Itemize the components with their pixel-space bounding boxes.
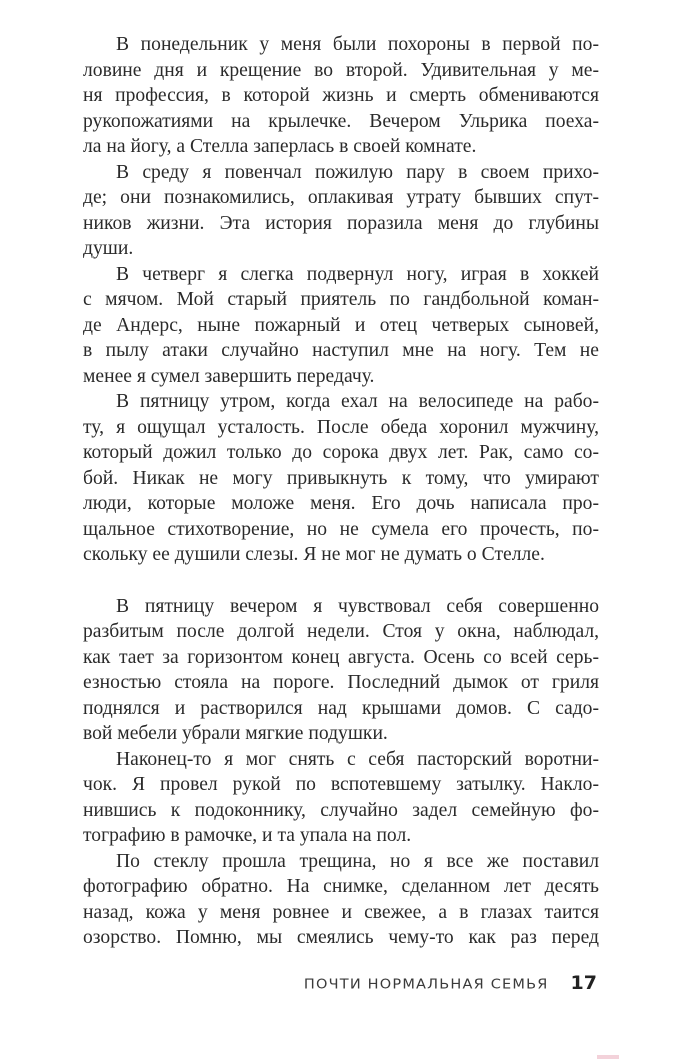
text-line: назад, кожа у меня ровнее и свежее, а в глазах таится — [83, 901, 599, 923]
text-line: менее я сумел завершить передачу. — [83, 365, 375, 387]
text-line: бой. Никак не могу привыкнуть к тому, что умирают — [83, 467, 599, 489]
text-line: скольку ее душили слезы. Я не мог не думать о Стелле. — [83, 544, 545, 565]
section-break — [83, 568, 599, 594]
text-line: ту, я ощущал усталость. После обеда хоронил мужчину, — [83, 416, 599, 438]
text-line: В среду я повенчал пожилую пару в своем прихо- — [116, 161, 599, 183]
text-line: щальное стихотворение, но не сумела его прочесть, по- — [83, 518, 599, 540]
page-number: 17 — [570, 972, 597, 994]
paragraph — [83, 594, 599, 747]
paragraph — [83, 389, 599, 568]
text-line: люди, которые моложе меня. Его дочь написала про- — [83, 493, 599, 514]
text-line: тографию в рамочке, и та упала на пол. — [83, 825, 412, 846]
text-line: ла на йогу, а Стелла заперлась в своей комнате. — [83, 136, 477, 157]
text-line: ников жизни. Эта история поразила меня до глубины — [83, 212, 599, 234]
text-line: поднялся и растворился над крышами домов. С садо- — [83, 697, 599, 719]
text-line: В пятницу утром, когда ехал на велосипеде на рабо- — [116, 391, 599, 412]
text-line: фотографию обратно. На снимке, сделанном лет десять — [83, 876, 599, 897]
text-line: езностью стояла на пороге. Последний дымок от гриля — [83, 672, 599, 693]
text-line: чок. Я провел рукой по вспотевшему затылку. Накло- — [83, 774, 599, 795]
text-line: В четверг я слегка подвернул ногу, играя в хоккей — [116, 263, 599, 285]
text-line: По стеклу прошла трещина, но я все же поставил — [116, 850, 599, 872]
text-line: ловине дня и крещение во второй. Удивительная у ме- — [83, 59, 599, 81]
text-line: с мячом. Мой старый приятель по гандбольной коман- — [83, 289, 599, 310]
text-line: В понедельник у меня были похороны в первой по- — [116, 34, 599, 55]
paragraph — [83, 160, 599, 262]
paragraph — [83, 262, 599, 390]
page-footer — [304, 972, 597, 994]
text-line: озорство. Помню, мы смеялись чему-то как раз перед — [83, 927, 599, 948]
text-line: разбитым после долгой недели. Стоя у окна, наблюдал, — [83, 621, 599, 642]
paragraph — [83, 849, 599, 951]
text-line: де; они познакомились, оплакивая утрату бывших спут- — [83, 187, 599, 208]
text-line: Наконец-то я мог снять с себя пасторский воротни- — [116, 748, 599, 770]
text-line: вой мебели убрали мягкие подушки. — [83, 723, 388, 744]
decorative-mark — [597, 1055, 619, 1059]
text-line: ня профессия, в которой жизнь и смерть обмениваются — [83, 85, 599, 106]
text-line: в пылу атаки случайно наступил мне на ногу. Тем не — [83, 340, 599, 361]
text-line: который дожил только до сорока двух лет. Рак, само со- — [83, 442, 599, 463]
text-line: души. — [83, 238, 134, 259]
body-text — [83, 32, 599, 951]
text-line: де Андерс, ныне пожарный и отец четверых сыновей, — [83, 314, 599, 336]
paragraph — [83, 32, 599, 160]
text-line: как тает за горизонтом конец августа. Осень со всей серь- — [83, 646, 599, 668]
paragraph — [83, 747, 599, 849]
text-line: рукопожатиями на крылечке. Вечером Ульрика поеха- — [83, 110, 599, 132]
running-title: ПОЧТИ НОРМАЛЬНАЯ СЕМЬЯ — [303, 977, 549, 993]
text-line: нившись к подоконнику, случайно задел семейную фо- — [83, 799, 599, 821]
text-line: В пятницу вечером я чувствовал себя совершенно — [116, 595, 599, 617]
